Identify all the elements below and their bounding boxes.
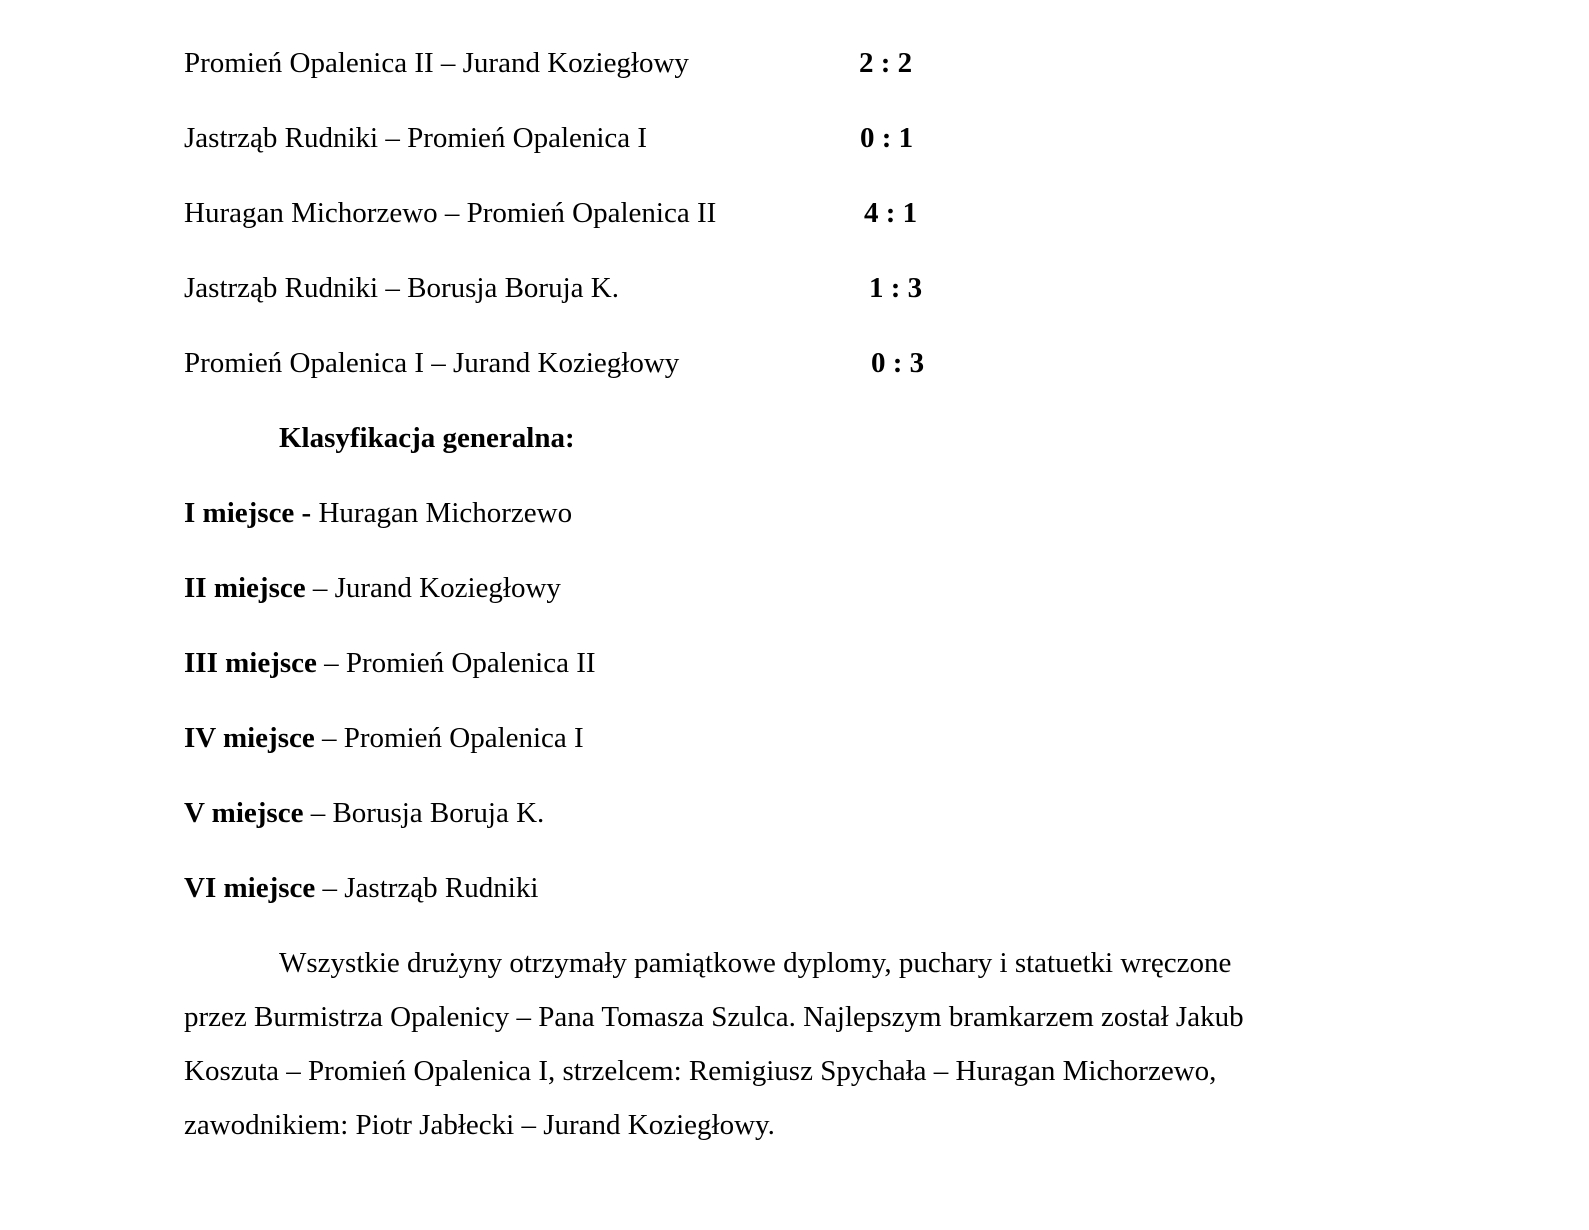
- summary-line: Wszystkie drużyny otrzymały pamiątkowe dyplomy, puchary i statuetki wręczone: [279, 947, 1232, 979]
- place-team: – Promień Opalenica I: [314, 722, 584, 754]
- place-team: Huragan Michorzewo: [311, 497, 573, 529]
- match-teams: Huragan Michorzewo – Promień Opalenica II: [184, 197, 717, 229]
- place-team: – Promień Opalenica II: [316, 647, 596, 679]
- match-teams: Jastrząb Rudniki – Borusja Boruja K.: [184, 272, 619, 304]
- place-label: III miejsce: [184, 647, 317, 679]
- place-row: [184, 645, 596, 681]
- match-score: 2 : 2: [859, 47, 913, 79]
- classification-heading: Klasyfikacja generalna:: [279, 422, 575, 454]
- match-teams: Jastrząb Rudniki – Promień Opalenica I: [184, 122, 648, 154]
- place-row: [184, 570, 561, 606]
- match-score: 0 : 3: [871, 347, 925, 379]
- place-team: – Jurand Koziegłowy: [305, 572, 561, 604]
- match-score: 0 : 1: [860, 122, 914, 154]
- place-label: IV miejsce: [184, 722, 315, 754]
- match-score: 4 : 1: [864, 197, 918, 229]
- place-label: II miejsce: [184, 572, 306, 604]
- place-label: I miejsce -: [184, 497, 312, 529]
- place-row: [184, 720, 584, 756]
- match-score: 1 : 3: [869, 272, 923, 304]
- place-row: [184, 870, 538, 906]
- place-team: – Jastrząb Rudniki: [315, 872, 539, 904]
- place-label: V miejsce: [184, 797, 304, 829]
- match-teams: Promień Opalenica I – Jurand Koziegłowy: [184, 347, 680, 379]
- match-teams: Promień Opalenica II – Jurand Koziegłowy: [184, 47, 689, 79]
- place-row: [184, 795, 544, 831]
- place-row: [184, 495, 572, 531]
- place-label: VI miejsce: [184, 872, 316, 904]
- place-team: – Borusja Boruja K.: [303, 797, 545, 829]
- summary-line: przez Burmistrza Opalenicy – Pana Tomasza Szulca. Najlepszym bramkarzem został Jakub: [184, 1001, 1244, 1033]
- summary-line: Koszuta – Promień Opalenica I, strzelcem: Remigiusz Spychała – Huragan Michorzewo,: [184, 1055, 1217, 1087]
- summary-line: zawodnikiem: Piotr Jabłecki – Jurand Koziegłowy.: [184, 1109, 775, 1141]
